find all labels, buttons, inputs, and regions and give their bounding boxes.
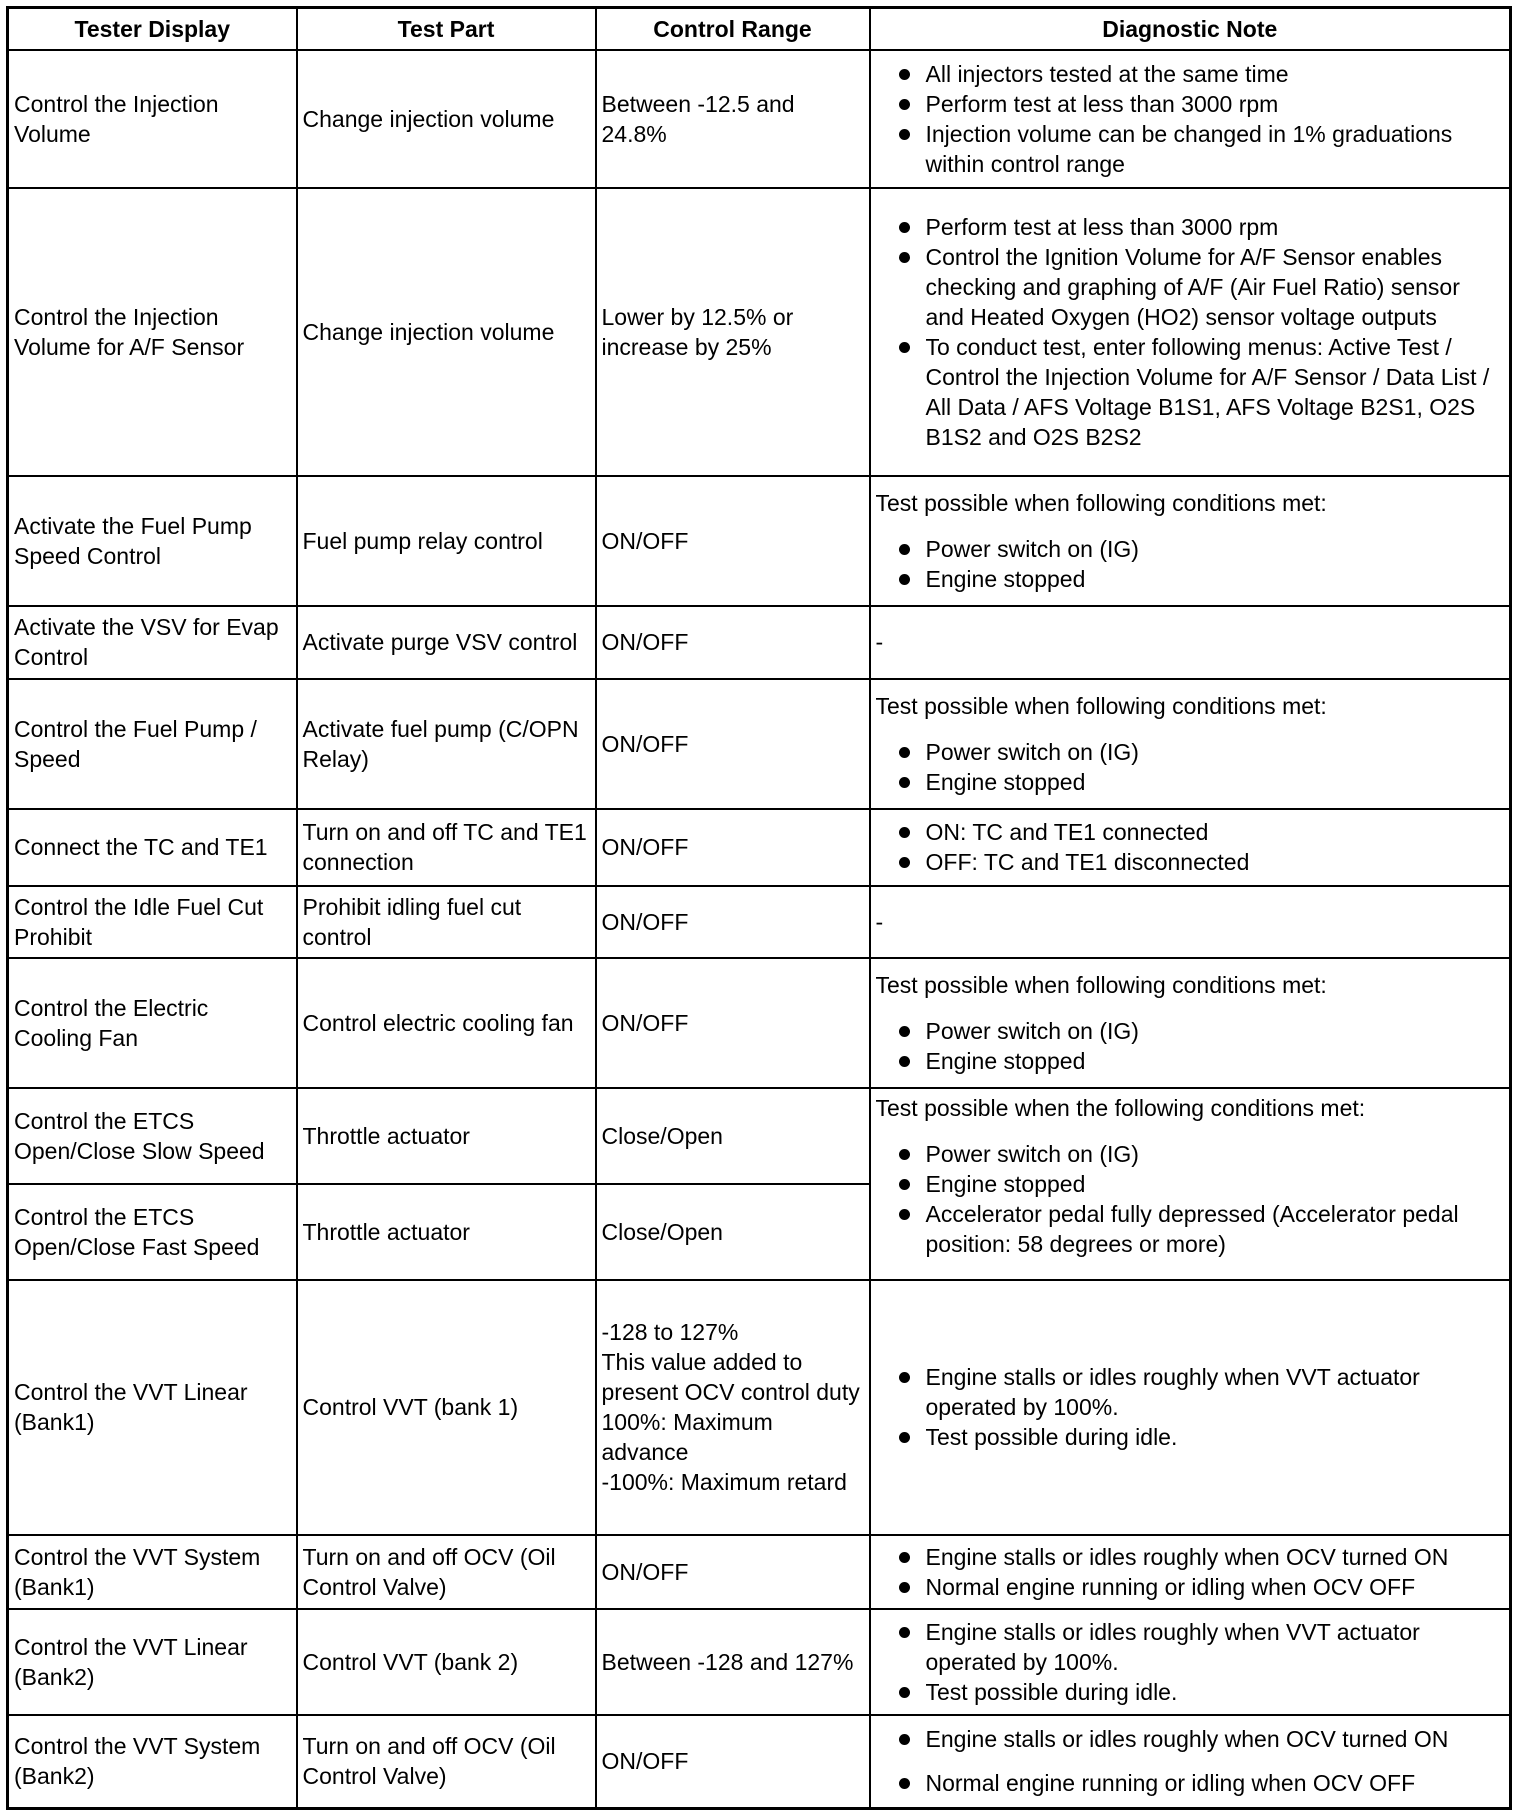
note-list bbox=[876, 737, 1505, 797]
note-list bbox=[876, 1016, 1505, 1076]
note-item: Engine stopped bbox=[876, 564, 1505, 594]
test-part-cell: Fuel pump relay control bbox=[297, 476, 596, 606]
tester-display-cell: Control the Fuel Pump / Speed bbox=[8, 679, 297, 809]
note-list bbox=[876, 1617, 1505, 1707]
note-intro: Test possible when following conditions met: bbox=[875, 489, 1327, 516]
note-item: Perform test at less than 3000 rpm bbox=[876, 89, 1505, 119]
tester-display-cell: Activate the VSV for Evap Control bbox=[8, 606, 297, 679]
control-range-line: 100%: Maximum advance bbox=[601, 1409, 773, 1465]
diagnostic-note-cell bbox=[870, 958, 1511, 1088]
diagnostic-note-cell: - bbox=[870, 606, 1511, 679]
header-row bbox=[8, 8, 1511, 50]
note-item: Injection volume can be changed in 1% graduations within control range bbox=[876, 119, 1505, 179]
test-part-cell: Activate purge VSV control bbox=[297, 606, 596, 679]
note-item: Test possible during idle. bbox=[876, 1677, 1505, 1707]
control-range-line: -100%: Maximum retard bbox=[601, 1469, 847, 1495]
note-item: Engine stalls or idles roughly when VVT actuator operated by 100%. bbox=[876, 1362, 1505, 1422]
note-item: To conduct test, enter following menus: Active Test / Control the Injection Volume for A/F Sensor / Data List / All Data / AFS Voltage B1S1, AFS Voltage B2S1, O2S B1S2 and O2S B2S2 bbox=[876, 332, 1505, 452]
control-range-cell: ON/OFF bbox=[596, 606, 870, 679]
note-item: Engine stalls or idles roughly when VVT actuator operated by 100%. bbox=[876, 1617, 1505, 1677]
note-item: Engine stalls or idles roughly when OCV turned ON bbox=[876, 1542, 1505, 1572]
note-list bbox=[876, 1542, 1505, 1602]
tester-display-cell: Control the VVT System (Bank1) bbox=[8, 1535, 297, 1609]
diagnostic-note-cell bbox=[870, 188, 1511, 476]
note-item: Normal engine running or idling when OCV OFF bbox=[876, 1572, 1505, 1602]
test-part-cell: Turn on and off TC and TE1 connection bbox=[297, 809, 596, 886]
note-item: ON: TC and TE1 connected bbox=[876, 817, 1505, 847]
table-row bbox=[8, 50, 1511, 188]
table-row bbox=[8, 809, 1511, 886]
tester-display-cell: Control the Idle Fuel Cut Prohibit bbox=[8, 886, 297, 958]
table-row bbox=[8, 188, 1511, 476]
diagnostic-note-cell bbox=[870, 50, 1511, 188]
control-range-cell: ON/OFF bbox=[596, 679, 870, 809]
note-list bbox=[876, 1139, 1505, 1259]
note-item: Power switch on (IG) bbox=[876, 737, 1505, 767]
control-range-cell: ON/OFF bbox=[596, 958, 870, 1088]
note-item: Normal engine running or idling when OCV OFF bbox=[876, 1768, 1505, 1798]
tester-display-cell: Control the Electric Cooling Fan bbox=[8, 958, 297, 1088]
tester-display-cell: Connect the TC and TE1 bbox=[8, 809, 297, 886]
control-range-line: This value added to present OCV control duty bbox=[601, 1349, 860, 1405]
note-item: Engine stopped bbox=[876, 1169, 1505, 1199]
note-item: Engine stalls or idles roughly when OCV turned ON bbox=[876, 1724, 1505, 1754]
note-item: Engine stopped bbox=[876, 1046, 1505, 1076]
note-item: All injectors tested at the same time bbox=[876, 59, 1505, 89]
tester-display-cell: Activate the Fuel Pump Speed Control bbox=[8, 476, 297, 606]
note-list bbox=[876, 1362, 1505, 1452]
note-list bbox=[876, 817, 1505, 877]
control-range-cell: ON/OFF bbox=[596, 809, 870, 886]
test-part-cell: Throttle actuator bbox=[297, 1088, 596, 1184]
tester-display-cell: Control the VVT Linear (Bank2) bbox=[8, 1609, 297, 1715]
diagnostic-note-cell bbox=[870, 809, 1511, 886]
table-row bbox=[8, 1088, 1511, 1184]
control-range-cell: ON/OFF bbox=[596, 1715, 870, 1809]
test-part-cell: Throttle actuator bbox=[297, 1184, 596, 1280]
note-item: Accelerator pedal fully depressed (Accelerator pedal position: 58 degrees or more) bbox=[876, 1199, 1505, 1259]
control-range-cell: Between -12.5 and 24.8% bbox=[596, 50, 870, 188]
note-item: Power switch on (IG) bbox=[876, 1139, 1505, 1169]
diagnostic-note-cell bbox=[870, 1088, 1511, 1280]
note-intro: Test possible when the following conditions met: bbox=[875, 1094, 1366, 1121]
diagnostic-note-cell bbox=[870, 1280, 1511, 1535]
tester-display-cell: Control the ETCS Open/Close Fast Speed bbox=[8, 1184, 297, 1280]
note-intro: Test possible when following conditions met: bbox=[875, 971, 1327, 998]
test-part-cell: Control electric cooling fan bbox=[297, 958, 596, 1088]
test-part-cell: Turn on and off OCV (Oil Control Valve) bbox=[297, 1535, 596, 1609]
tester-display-cell: Control the Injection Volume bbox=[8, 50, 297, 188]
note-list bbox=[876, 534, 1505, 594]
diagnostic-note-cell bbox=[870, 679, 1511, 809]
note-item: OFF: TC and TE1 disconnected bbox=[876, 847, 1505, 877]
table-row bbox=[8, 886, 1511, 958]
control-range-cell: ON/OFF bbox=[596, 886, 870, 958]
note-list bbox=[876, 212, 1505, 452]
test-part-cell: Turn on and off OCV (Oil Control Valve) bbox=[297, 1715, 596, 1809]
note-item: Perform test at less than 3000 rpm bbox=[876, 212, 1505, 242]
control-range-cell: Close/Open bbox=[596, 1184, 870, 1280]
diagnostic-note-cell: - bbox=[870, 886, 1511, 958]
test-part-cell: Control VVT (bank 2) bbox=[297, 1609, 596, 1715]
active-test-table bbox=[6, 6, 1512, 1810]
tester-display-cell: Control the Injection Volume for A/F Sensor bbox=[8, 188, 297, 476]
control-range-line: -128 to 127% bbox=[601, 1319, 739, 1345]
header-tester-display: Tester Display bbox=[8, 8, 297, 50]
header-diagnostic-note: Diagnostic Note bbox=[870, 8, 1511, 50]
table-row bbox=[8, 679, 1511, 809]
test-part-cell: Control VVT (bank 1) bbox=[297, 1280, 596, 1535]
diagnostic-note-cell bbox=[870, 1715, 1511, 1809]
diagnostic-note-cell bbox=[870, 1609, 1511, 1715]
table-row bbox=[8, 606, 1511, 679]
note-intro: Test possible when following conditions met: bbox=[875, 692, 1327, 719]
note-item: Test possible during idle. bbox=[876, 1422, 1505, 1452]
control-range-cell bbox=[596, 1280, 870, 1535]
note-list bbox=[876, 1724, 1505, 1798]
table-row bbox=[8, 958, 1511, 1088]
table-row bbox=[8, 1609, 1511, 1715]
diagnostic-note-cell bbox=[870, 476, 1511, 606]
control-range-cell: ON/OFF bbox=[596, 1535, 870, 1609]
test-part-cell: Prohibit idling fuel cut control bbox=[297, 886, 596, 958]
header-test-part: Test Part bbox=[297, 8, 596, 50]
tester-display-cell: Control the VVT Linear (Bank1) bbox=[8, 1280, 297, 1535]
note-item: Power switch on (IG) bbox=[876, 1016, 1505, 1046]
control-range-cell: Lower by 12.5% or increase by 25% bbox=[596, 188, 870, 476]
header-control-range: Control Range bbox=[596, 8, 870, 50]
control-range-cell: ON/OFF bbox=[596, 476, 870, 606]
test-part-cell: Activate fuel pump (C/OPN Relay) bbox=[297, 679, 596, 809]
tester-display-cell: Control the VVT System (Bank2) bbox=[8, 1715, 297, 1809]
note-list bbox=[876, 59, 1505, 179]
table-row bbox=[8, 1280, 1511, 1535]
test-part-cell: Change injection volume bbox=[297, 50, 596, 188]
note-item: Power switch on (IG) bbox=[876, 534, 1505, 564]
control-range-cell: Between -128 and 127% bbox=[596, 1609, 870, 1715]
table-row bbox=[8, 1715, 1511, 1809]
table-row bbox=[8, 1535, 1511, 1609]
tester-display-cell: Control the ETCS Open/Close Slow Speed bbox=[8, 1088, 297, 1184]
control-range-cell: Close/Open bbox=[596, 1088, 870, 1184]
note-item: Control the Ignition Volume for A/F Sensor enables checking and graphing of A/F (Air Fuel Ratio) sensor and Heated Oxygen (HO2) sensor voltage outputs bbox=[876, 242, 1505, 332]
test-part-cell: Change injection volume bbox=[297, 188, 596, 476]
table-row bbox=[8, 476, 1511, 606]
note-item: Engine stopped bbox=[876, 767, 1505, 797]
diagnostic-note-cell bbox=[870, 1535, 1511, 1609]
